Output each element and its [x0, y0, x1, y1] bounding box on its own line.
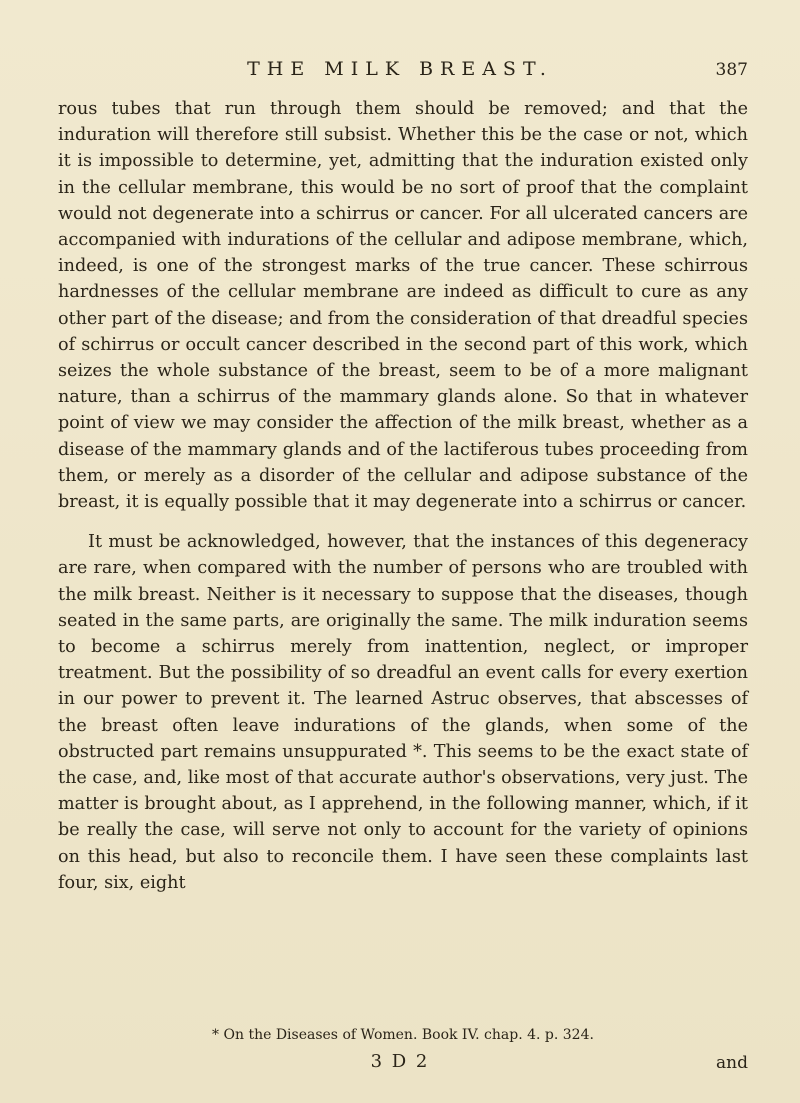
catchword: and: [716, 1053, 748, 1073]
signature-mark: 3 D 2: [370, 1051, 430, 1072]
page-number: 387: [715, 60, 748, 80]
running-title: THE MILK BREAST.: [247, 58, 553, 80]
running-head: [0, 58, 800, 84]
paragraph-2: It must be acknowledged, however, that the instances of this degeneracy are rare, when compared with the number of persons who are troubled with the milk breast. Neither is it necessary to suppose that the diseases, though seated in the same parts, are originally the same. The milk induration seems to become a schirrus merely from inattention, neglect, or improper treatment. But the possibility of so dreadful an event calls for every exertion in our power to prevent it. The learned Astruc observes, that abscesses of the breast often leave indurations of the glands, when some of the obstructed part remains unsuppurated *. This seems to be the exact state of the case, and, like most of that accurate author's observations, very just. The matter is brought about, as I apprehend, in the following manner, which, if it be really the case, will serve not only to account for the variety of opinions on this head, but also to reconcile them. I have seen these complaints last four, six, eight: [58, 532, 748, 893]
body-text: [58, 96, 748, 896]
footnote: * On the Diseases of Women. Book IV. chap. 4. p. 324.: [212, 1027, 594, 1043]
paragraph-1: rous tubes that run through them should be removed; and that the induration will therefore still subsist. Whether this be the case or not, which it is impossible to determine, yet, admitting that the induration existed only in the cellular membrane, this would be no sort of proof that the complaint would not degenerate into a schirrus or cancer. For all ulcerated cancers are accompanied with indurations of the cellular and adipose membrane, which, indeed, is one of the strongest marks of the true cancer. These schirrous hardnesses of the cellular membrane are indeed as difficult to cure as any other part of the disease; and from the consideration of that dreadful species of schirrus or occult cancer described in the second part of this work, which seizes the whole substance of the breast, seem to be of a more malignant nature, than a schirrus of the mammary glands alone. So that in whatever point of view we may consider the affection of the milk breast, whether as a disease of the mammary glands and of the lactiferous tubes proceeding from them, or merely as a disorder of the cellular and adipose substance of the breast, it is equally possible that it may degenerate into a schirrus or cancer.: [58, 99, 748, 513]
page-footer: [0, 1051, 800, 1077]
